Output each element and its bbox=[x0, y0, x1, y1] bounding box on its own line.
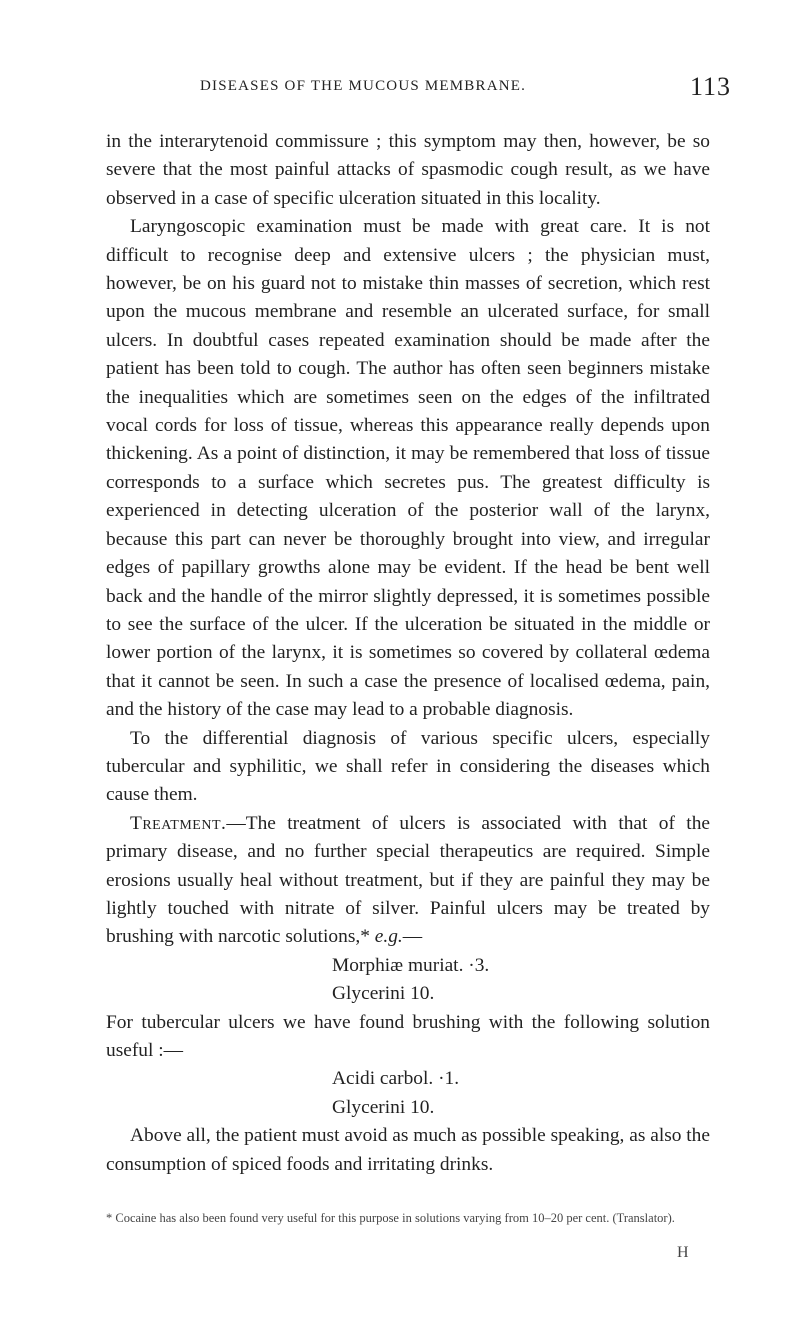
signature-mark: H bbox=[677, 1244, 689, 1261]
paragraph-continued: in the interarytenoid commissure ; this symptom may then, however, be so severe that the most painful attacks of spasmodic cough result, as we have observed in a case of specific ulceration situated in this locality. bbox=[106, 131, 710, 209]
body-text bbox=[106, 128, 710, 1179]
paragraph-avoid-speaking: Above all, the patient must avoid as much as possible speaking, as also the consumption of spiced foods and irritating drinks. bbox=[106, 1125, 710, 1175]
treatment-text: —The treatment of ulcers is associated with that of the primary disease, and no further special therapeutics are required. Simple erosions usually heal without treatment, but if they are painful they may be lightly touched with nitrate of silver. Painful ulcers may be treated by brushing with narcotic solutions,* bbox=[106, 812, 710, 948]
paragraph-laryngoscopic-examination: Laryngoscopic examination must be made with great care. It is not difficult to recognise deep and extensive ulcers ; the physician must, however, be on his guard not to mistake thin masses of secretion, which rest upon the mucous membrane and resemble an ulcerated surface, for small ulcers. In doubtful cases repeated examination should be made after the patient has been told to cough. The author has often seen beginners mistake the inequalities which are sometimes seen on the edges of the infiltrated vocal cords for loss of tissue, whereas this appearance really depends upon thickening. As a point of distinction, it may be remembered that loss of tissue corresponds to a surface which secretes pus. The greatest difficulty is experienced in detecting ulceration of the posterior wall of the larynx, because this part can never be thoroughly brought into view, and irregular edges of papillary growths alone may be evident. If the head be bent well back and the handle of the mirror slightly depressed, it is sometimes possible to see the surface of the ulcer. If the ulceration be situated in the middle or lower portion of the larynx, it is sometimes so covered by collateral œdema that it cannot be seen. In such a case the presence of localised œdema, pain, and the history of the case may lead to a probable diagnosis. bbox=[106, 216, 710, 721]
formula-carbolic bbox=[106, 1065, 710, 1122]
running-title: DISEASES OF THE MUCOUS MEMBRANE. bbox=[200, 78, 527, 94]
treatment-dash: — bbox=[402, 926, 423, 948]
footnote: * Cocaine has also been found very useful for this purpose in solutions varying from 10–20 per cent. (Translator). bbox=[106, 1211, 675, 1225]
paragraph-treatment bbox=[106, 810, 710, 952]
formula-line: Glycerini 10. bbox=[332, 983, 435, 1005]
paragraph-tubercular-ulcers: For tubercular ulcers we have found brushing with the following solution useful :— bbox=[106, 1011, 710, 1061]
page-number: 113 bbox=[690, 72, 732, 101]
formula-line: Acidi carbol. ·1. bbox=[332, 1068, 460, 1090]
formula-line: Morphiæ muriat. ·3. bbox=[332, 954, 490, 976]
formula-morphine bbox=[106, 952, 710, 1009]
treatment-eg: e.g. bbox=[374, 926, 403, 948]
treatment-heading: Treatment. bbox=[130, 812, 227, 834]
paragraph-differential-diagnosis: To the differential diagnosis of various specific ulcers, especially tubercular and syphilitic, we shall refer in considering the diseases which cause them. bbox=[106, 727, 710, 806]
formula-line: Glycerini 10. bbox=[332, 1096, 435, 1118]
